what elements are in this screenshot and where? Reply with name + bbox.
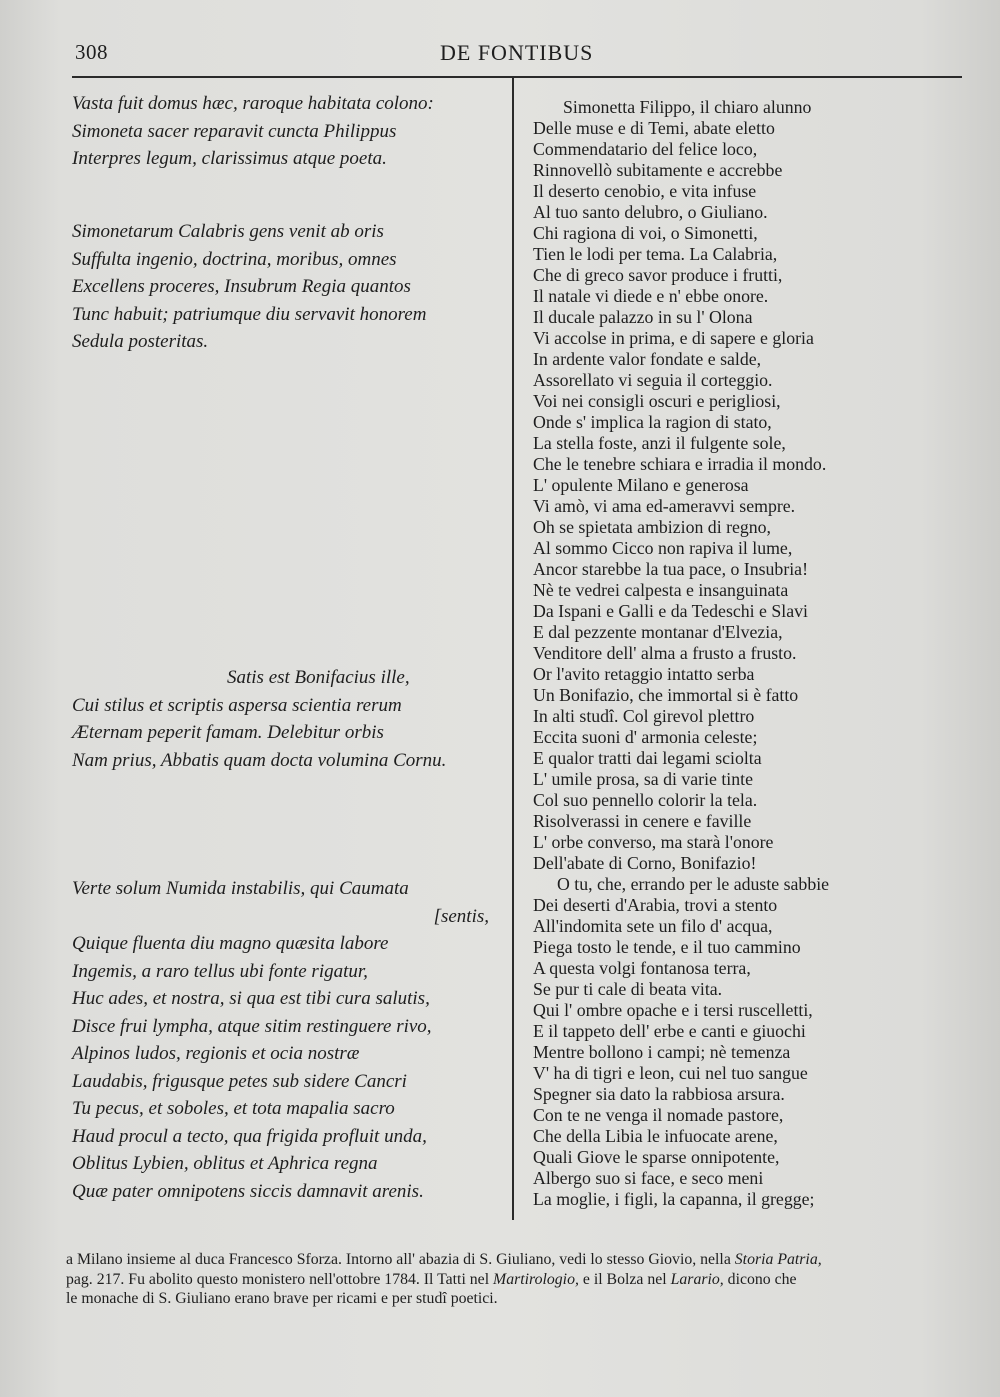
verse-line: In alti studî. Col girevol plettro (533, 706, 755, 726)
footnote (66, 1250, 956, 1309)
verse-line: Or l'avito retaggio intatto serba (533, 664, 755, 684)
verse-line: Simonetarum Calabris gens venit ab oris (72, 221, 384, 242)
footnote-title: Larario, (670, 1270, 724, 1288)
verse-line: Da Ispani e Galli e da Tedeschi e Slavi (533, 601, 808, 621)
verse-line: Dei deserti d'Arabia, trovi a stento (533, 895, 778, 915)
verse-line: Commendatario del felice loco, (533, 139, 758, 159)
verse-line: Il deserto cenobio, e vita infuse (533, 181, 757, 201)
verse-line: Æternam peperit famam. Delebitur orbis (72, 722, 384, 743)
verse-line: Excellens proceres, Insubrum Regia quantos (72, 276, 411, 297)
verse-line: Nam prius, Abbatis quam docta volumina Cornu. (72, 749, 447, 771)
verse-line: Vi amò, vi ama ed-ameravvi sempre. (533, 496, 796, 516)
verse-line: Vasta fuit domus hæc, raroque habitata colono: (72, 93, 434, 114)
verse-line: O tu, che, errando per le aduste sabbie (557, 874, 830, 894)
latin-stanza-2 (72, 218, 497, 356)
verse-line: Piega tosto le tende, e il tuo cammino (533, 937, 801, 957)
verse-line: Oh se spietata ambizion di regno, (533, 517, 772, 537)
verse-line: Ancor starebbe la tua pace, o Insubria! (533, 559, 808, 579)
running-head (0, 38, 1000, 72)
verse-line: Spegner sia dato la rabbiosa arsura. (533, 1084, 785, 1104)
verse-line: L' umile prosa, sa di varie tinte (533, 769, 753, 789)
verse-line: A questa volgi fontanosa terra, (533, 958, 751, 978)
verse-line: E il tappeto dell' erbe e canti e giuochi (533, 1021, 806, 1041)
footnote-text: pag. 217. Fu abolito questo monistero nell'ottobre 1784. Il Tatti nel (66, 1270, 494, 1288)
verse-line: Nè te vedrei calpesta e insanguinata (533, 580, 789, 600)
verse-line: Suffulta ingenio, doctrina, moribus, omnes (72, 248, 397, 270)
verse-line: Dell'abate di Corno, Bonifazio! (533, 853, 757, 873)
verse-line: Se pur ti cale di beata vita. (533, 979, 723, 999)
verse-line: Haud procul a tecto, qua frigida profluit unda, (72, 1125, 427, 1147)
verse-line: Quali Giove le sparse onnipotente, (533, 1147, 780, 1167)
verse-line: Col suo pennello colorir la tela. (533, 790, 758, 810)
footnote-line-1 (66, 1250, 956, 1270)
verse-line: Qui l' ombre opache e i tersi ruscelletti, (533, 1000, 813, 1020)
verse-line: Cui stilus et scriptis aspersa scientia rerum (72, 694, 402, 716)
verse-line: Assorellato vi seguia il corteggio. (533, 370, 773, 390)
footnote-line-3: le monache di S. Giuliano erano brave per ricami e per studî poetici. (66, 1290, 498, 1307)
footnote-text: dicono che (723, 1270, 797, 1288)
verse-line: Alpinos ludos, regionis et ocia nostræ (72, 1043, 360, 1064)
verse-line: E dal pezzente montanar d'Elvezia, (533, 622, 783, 642)
verse-line: Satis est Bonifacius ille, (227, 667, 410, 688)
verse-line: Che di greco savor produce i frutti, (533, 265, 783, 285)
verse-line: Delle muse e di Temi, abate eletto (533, 118, 775, 138)
verse-line: In ardente valor fondate e salde, (533, 349, 762, 369)
verse-line: Rinnovellò subitamente e accrebbe (533, 160, 783, 180)
verse-line: Ingemis, a raro tellus ubi fonte rigatur, (72, 960, 368, 982)
italian-verse-column (533, 97, 953, 1210)
verse-line: Chi ragiona di voi, o Simonetti, (533, 223, 758, 243)
verse-line: Interpres legum, clarissimus atque poeta. (72, 148, 387, 169)
verse-line: Oblitus Lybien, oblitus et Aphrica regna (72, 1153, 378, 1174)
footnote-title: Storia Patria, (734, 1251, 822, 1268)
verse-line: Quique fluenta diu magno quæsita labore (72, 933, 389, 954)
verse-line: Verte solum Numida instabilis, qui Caumata (72, 878, 409, 899)
header-rule (72, 76, 962, 78)
verse-line: Il ducale palazzo in su l' Olona (533, 307, 753, 327)
column-divider-rule (512, 78, 514, 1220)
verse-line-continuation: [sentis, (433, 905, 489, 927)
verse-line: Eccita suoni d' armonia celeste; (533, 727, 758, 747)
verse-line: Simonetta Filippo, il chiaro alunno (563, 97, 812, 117)
verse-line: Venditore dell' alma a frusto a frusto. (533, 643, 797, 663)
footnote-title: Martirologio, (493, 1270, 579, 1288)
verse-line: Al tuo santo delubro, o Giuliano. (533, 202, 768, 222)
verse-line: Voi nei consigli oscuri e perigliosi, (533, 391, 781, 411)
verse-line: La stella foste, anzi il fulgente sole, (533, 433, 786, 453)
verse-line: Tunc habuit; patriumque diu servavit honorem (72, 303, 427, 325)
footnote-line-2 (66, 1270, 956, 1290)
verse-line: Risolverassi in cenere e faville (533, 811, 752, 831)
verse-line: Albergo suo si face, e seco meni (533, 1168, 764, 1188)
verse-line: Che le tenebre schiara e irradia il mondo. (533, 454, 827, 474)
verse-line: Laudabis, frigusque petes sub sidere Cancri (72, 1070, 407, 1092)
verse-line: Il natale vi diede e n' ebbe onore. (533, 286, 769, 306)
latin-stanza-3 (72, 664, 497, 774)
verse-line: Huc ades, et nostra, si qua est tibi cura salutis, (72, 988, 430, 1009)
verse-line: Con te ne venga il nomade pastore, (533, 1105, 784, 1125)
page-number: 308 (75, 40, 108, 64)
verse-line: Un Bonifazio, che immortal si è fatto (533, 685, 799, 705)
verse-line: Simoneta sacer reparavit cuncta Philippus (72, 120, 397, 142)
verse-line: Al sommo Cicco non rapiva il lume, (533, 538, 793, 558)
verse-line: Disce frui lympha, atque sitim restinguere rivo, (72, 1015, 432, 1037)
verse-line: Sedula posteritas. (72, 331, 209, 352)
verse-line: Quæ pater omnipotens siccis damnavit arenis. (72, 1180, 424, 1202)
verse-line: L' orbe converso, ma starà l'onore (533, 832, 774, 852)
footnote-text: a Milano insieme al duca Francesco Sforza. Intorno all' abazia di S. Giuliano, vedi lo stesso Giovio, nella (66, 1251, 735, 1268)
verse-line: All'indomita sete un filo d' acqua, (533, 916, 773, 936)
verse-line: Tien le lodi per tema. La Calabria, (533, 244, 778, 264)
verse-line: Onde s' implica la ragion di stato, (533, 412, 772, 432)
latin-stanza-4 (72, 875, 497, 1205)
footnote-text: e il Bolza nel (578, 1270, 671, 1288)
verse-line: Che della Libia le infuocate arene, (533, 1126, 778, 1146)
verse-line: Tu pecus, et soboles, et tota mapalia sacro (72, 1098, 395, 1119)
verse-line: Mentre bollono i campi; nè temenza (533, 1042, 791, 1062)
verse-line: La moglie, i figli, la capanna, il gregge; (533, 1189, 815, 1209)
verse-line: Vi accolse in prima, e di sapere e gloria (533, 328, 814, 348)
verse-line: L' opulente Milano e generosa (533, 475, 749, 495)
verse-line: V' ha di tigri e leon, cui nel tuo sangue (533, 1063, 808, 1083)
running-title: DE FONTIBUS (440, 40, 594, 65)
verse-line: E qualor tratti dai legami sciolta (533, 748, 762, 768)
latin-stanza-1 (72, 90, 497, 173)
